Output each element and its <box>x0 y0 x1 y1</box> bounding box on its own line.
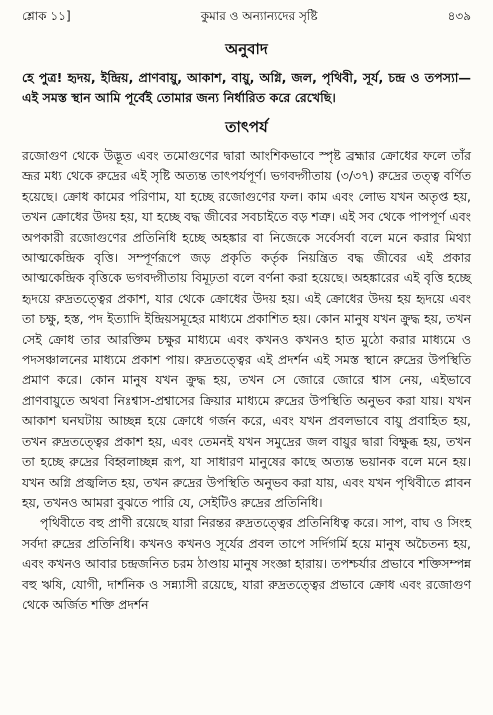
purport-body <box>22 146 471 615</box>
chapter-title: কুমার ও অন্যান্যদের সৃষ্টি <box>200 9 318 23</box>
page-number: ৪৩৯ <box>447 9 471 23</box>
purport-paragraph: পৃথিবীতে বহু প্রাণী রয়েছে যারা নিরন্তর রুদ্রতত্ত্বের প্রতিনিধিত্ব করে। সাপ, বাঘ ও সিংহ সর্বদা রুদ্রের প্রতিনিধি। কখনও কখনও সূর্যের প্রবল তাপে সর্দিগর্মি হয়ে মানুষ অচৈতন্য হয়, এবং কখনও আবার চন্দ্রজনিত চরম ঠাণ্ডায় মানুষ সংজ্ঞা হারায়। তপশ্চর্যার প্রভাবে শক্তিসম্পন্ন বহু ঋষি, যোগী, দার্শনিক ও সন্ন্যাসী রয়েছে, যারা রুদ্রতত্ত্বের প্রভাবে ক্রোধ এবং রজোগুণ থেকে অর্জিত শক্তি প্রদর্শন <box>22 515 471 612</box>
translation-text: হে পুত্র! হৃদয়, ইন্দ্রিয়, প্রাণবায়ু, আকাশ, বায়ু, অগ্নি, জল, পৃথিবী, সূর্য, চন্দ্র ও তপস্যা—এই সমস্ত স্থান আমি পূর্বেই তোমার জন্য নির্ধারিত করে রেখেছি। <box>22 70 471 105</box>
page-header <box>22 8 471 30</box>
verse-reference: শ্লোক ১১] <box>22 9 71 23</box>
translation-heading: অনুবাদ <box>225 40 268 58</box>
purport-paragraph: রজোগুণ থেকে উদ্ভূত এবং তমোগুণের দ্বারা আংশিকভাবে স্পৃষ্ট ব্রহ্মার ক্রোধের ফলে তাঁর ভ্রূর মধ্য থেকে রুদ্রের এই সৃষ্টি অত্যন্ত তাৎপর্যপূর্ণ। ভগবদ্গীতায় (৩/৩৭) রুদ্রের তত্ত্ব বর্ণিত হয়েছে। ক্রোধ কামের পরিণাম, যা হচ্ছে রজোগুণের ফল। কাম এবং লোভ যখন অতৃপ্ত হয়, তখন ক্রোধের উদয় হয়, যা হচ্ছে বদ্ধ জীবের সবচাইতে বড় শত্রু। এই সব থেকে পাপপূর্ণ এবং অপকারী রজোগুণের প্রতিনিধি হচ্ছে অহঙ্কার বা নিজেকে সর্বেসর্বা বলে মনে করার মিথ্যা আত্মকেন্দ্রিক বৃত্তি। সম্পূর্ণরূপে জড় প্রকৃতি কর্তৃক নিয়ন্ত্রিত বদ্ধ জীবের এই প্রকার আত্মকেন্দ্রিক বৃত্তিকে ভগবদ্গীতায় বিমূঢ়তা বলে বর্ণনা করা হয়েছে। অহঙ্কারের এই বৃত্তি হচ্ছে হৃদয়ে রুদ্রতত্ত্বের প্রকাশ, যার থেকে ক্রোধের উদয় হয়। এই ক্রোধের উদয় হয় হৃদয়ে এবং তা চক্ষু, হস্ত, পদ ইত্যাদি ইন্দ্রিয়সমূহের মাধ্যমে প্রকাশিত হয়। কোন মানুষ যখন ক্রুদ্ধ হয়, তখন সেই ক্রোধ তার আরক্তিম চক্ষুর মাধ্যমে এবং কখনও কখনও হাত মুঠো করার মাধ্যমে ও পদসঞ্চালনের মাধ্যমে প্রকাশ পায়। রুদ্রতত্ত্বের এই প্রদর্শন এই সমস্ত স্থানে রুদ্রের উপস্থিতি প্রমাণ করে। কোন মানুষ যখন ক্রুদ্ধ হয়, তখন সে জোরে জোরে শ্বাস নেয়, এইভাবে প্রাণবায়ুতে অথবা নিঃশ্বাস-প্রশ্বাসের ক্রিয়ার মাধ্যমে রুদ্রের উপস্থিতি অনুভব করা যায়। যখন আকাশ ঘনঘটায় আচ্ছন্ন হয়ে ক্রোধে গর্জন করে, এবং যখন প্রবলভাবে বায়ু প্রবাহিত হয়, তখন রুদ্রতত্ত্বের প্রকাশ হয়, এবং তেমনই যখন সমুদ্রের জল বায়ুর দ্বারা বিক্ষুব্ধ হয়, তখন তা হচ্ছে রুদ্রের বিহ্বলাচ্ছন্ন রূপ, যা সাধারণ মানুষের কাছে অত্যন্ত ভয়ানক বলে মনে হয়। যখন অগ্নি প্রজ্বলিত হয়, তখন রুদ্রের উপস্থিতি অনুভব করা যায়, এবং যখন পৃথিবীতে প্লাবন হয়, তখনও আমরা বুঝতে পারি যে, সেইটিও রুদ্রের প্রতিনিধি। <box>22 148 471 510</box>
purport-heading: তাৎপর্য <box>225 118 268 136</box>
